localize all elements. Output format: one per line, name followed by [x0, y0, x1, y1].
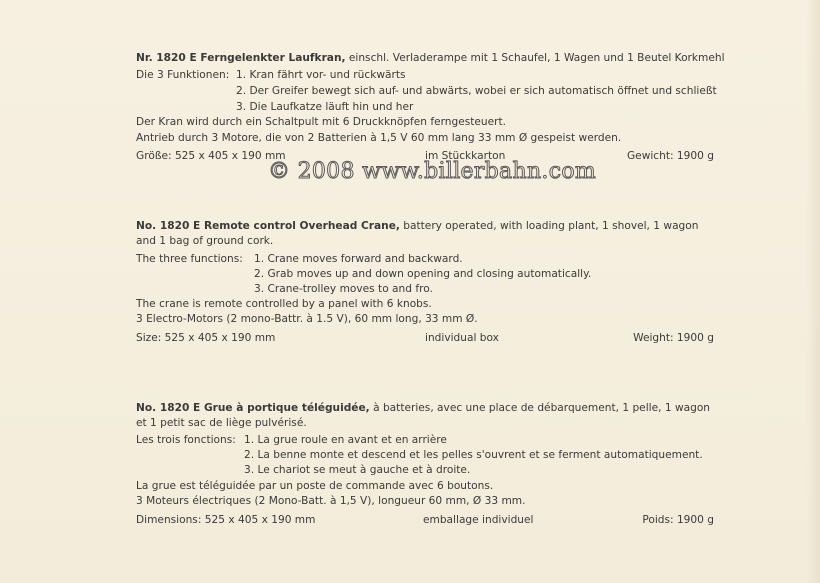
- english-weight: Weight: 1900 g: [633, 332, 714, 344]
- french-functions-label: Les trois fonctions:: [136, 434, 236, 446]
- english-heading: [136, 219, 698, 233]
- english-motor-text: 3 Electro-Motors (2 mono-Battr. à 1.5 V), 60 mm long, 33 mm Ø.: [136, 313, 478, 325]
- english-section: [136, 219, 714, 347]
- english-function-3: 3. Crane-trolley moves to and fro.: [254, 283, 433, 295]
- german-weight: Gewicht: 1900 g: [626, 150, 714, 162]
- german-title: Nr. 1820 E Ferngelenkter Laufkran,: [136, 52, 346, 64]
- page-edge-shadow: [806, 0, 820, 583]
- french-heading: [136, 401, 710, 415]
- english-control-text: The crane is remote controlled by a panel with 6 knobs.: [136, 298, 432, 310]
- english-function-2: 2. Grab moves up and down opening and closing automatically.: [254, 268, 592, 280]
- french-spec-row: [136, 513, 714, 527]
- german-heading: [136, 51, 725, 65]
- german-size: Größe: 525 x 405 x 190 mm: [136, 150, 286, 162]
- german-motor-text: Antrieb durch 3 Motore, die von 2 Batterien à 1,5 V 60 mm lang 33 mm Ø gespeist werden.: [136, 132, 622, 144]
- german-function-1: 1. Kran fährt vor- und rückwärts: [236, 69, 406, 81]
- english-functions-label: The three functions:: [136, 253, 243, 265]
- english-function-1: 1. Crane moves forward and backward.: [254, 253, 463, 265]
- french-function-1: 1. La grue roule en avant et en arrière: [244, 434, 447, 446]
- english-packaging: individual box: [425, 332, 499, 344]
- french-section: [136, 401, 714, 531]
- german-packaging: im Stückkarton: [425, 150, 506, 162]
- french-motor-text: 3 Moteurs électriques (2 Mono-Batt. à 1,5 V), longueur 60 mm, Ø 33 mm.: [136, 495, 526, 507]
- copyright-watermark: © 2008 www.billerbahn.com: [268, 159, 597, 184]
- french-function-2: 2. La benne monte et descend et les pelles s'ouvrent et se ferment automatiquement.: [244, 449, 703, 461]
- french-function-3: 3. Le chariot se meut à gauche et à droite.: [244, 464, 471, 476]
- german-function-2: 2. Der Greifer bewegt sich auf- und abwärts, wobei er sich automatisch öffnet und schließt: [236, 85, 717, 97]
- german-functions-label: Die 3 Funktionen:: [136, 69, 230, 81]
- english-size: Size: 525 x 405 x 190 mm: [136, 332, 276, 344]
- french-weight: Poids: 1900 g: [642, 514, 714, 526]
- french-control-text: La grue est téléguidée par un poste de commande avec 6 boutons.: [136, 480, 494, 492]
- german-section: [136, 51, 725, 171]
- english-spec-row: [136, 331, 714, 345]
- french-title: No. 1820 E Grue à portique téléguidée,: [136, 402, 370, 414]
- french-title-line2: et 1 petit sac de liège pulvérisé.: [136, 417, 307, 429]
- english-title: No. 1820 E Remote control Overhead Crane,: [136, 220, 400, 232]
- french-title-rest: à batteries, avec une place de débarquement, 1 pelle, 1 wagon: [369, 402, 711, 414]
- german-function-3: 3. Die Laufkatze läuft hin und her: [236, 101, 414, 113]
- english-title-line2: and 1 bag of ground cork.: [136, 235, 274, 247]
- german-title-rest: einschl. Verladerampe mit 1 Schaufel, 1 Wagen und 1 Beutel Korkmehl: [345, 52, 725, 64]
- german-control-text: Der Kran wird durch ein Schaltpult mit 6 Druckknöpfen ferngesteuert.: [136, 116, 507, 128]
- french-size: Dimensions: 525 x 405 x 190 mm: [136, 514, 316, 526]
- french-packaging: emballage individuel: [423, 514, 534, 526]
- english-title-rest: battery operated, with loading plant, 1 shovel, 1 wagon: [399, 220, 699, 232]
